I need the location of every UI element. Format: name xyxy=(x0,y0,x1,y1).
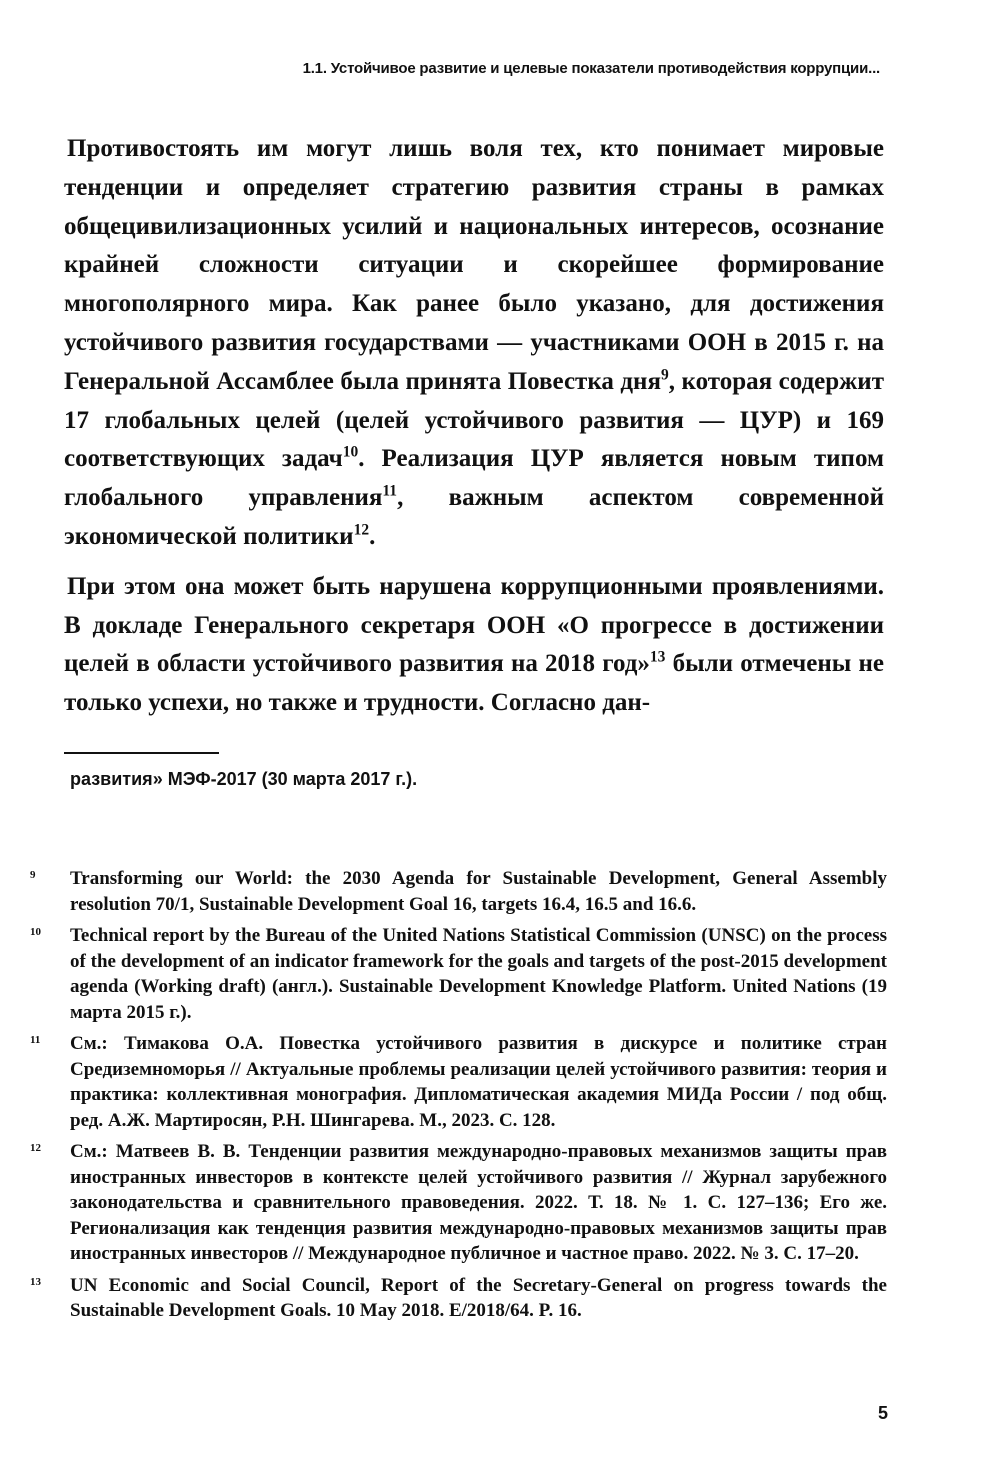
paragraph-2 xyxy=(64,568,884,723)
page-number: 5 xyxy=(878,1403,889,1423)
footnote-ref-10: 10 xyxy=(342,444,359,462)
paragraph-2-part-1: При этом она может быть нарушена коррупционными проявлениями. В докладе Генерального секретаря ООН «О прогрессе в достижении целей в области устойчивого развития на 2018 год» xyxy=(64,572,884,678)
footnote-9 xyxy=(30,866,887,917)
footnote-text: Technical report by the Bureau of the United Nations Statistical Commission (UNSC) on the process of the development of an indicator framework for the goals and targets of the post-2015 development agenda (Working draft) (англ.). Sustainable Development Knowledge Platform. United Nations (19 марта 2015 г.). xyxy=(70,925,887,1023)
footnote-text: Transforming our World: the 2030 Agenda for Sustainable Development, General Assembly resolution 70/1, Sustainable Development Goal 16, targets 16.4, 16.5 and 16.6. xyxy=(70,868,887,915)
footnote-11 xyxy=(30,1031,887,1133)
paragraph-1 xyxy=(64,130,884,557)
footnote-number: 13 xyxy=(30,1275,41,1288)
paragraph-1-part-4: , важным аспектом современной экономической политики xyxy=(64,484,884,550)
footnote-text: См.: Матвеев В. В. Тенденции развития международно-правовых механизмов защиты прав иностранных инвесторов в контексте целей устойчивого развития // Журнал зарубежного законодательства и сравнительного правоведения. 2022. Т. 18. № 1. С. 127–136; Его же. Регионализация как тенденция развития международно-правовых механизмов защиты прав иностранных инвесторов // Международное публичное и частное право. 2022. № 3. С. 17–20. xyxy=(70,1141,887,1264)
footnote-13 xyxy=(30,1273,887,1324)
footnote-separator xyxy=(64,752,219,754)
footnote-carryover: развития» МЭФ-2017 (30 марта 2017 г.). xyxy=(70,769,418,789)
main-text xyxy=(64,130,884,734)
footnote-number: 12 xyxy=(30,1142,41,1154)
footnote-text: См.: Тимакова О.А. Повестка устойчивого развития в дискурсе и политике стран Средиземноморья // Актуальные проблемы реализации целей устойчивого развития: теория и практика: коллективная монография. Дипломатическая академия МИДа России / под общ. ред. А.Ж. Мартиросян, Р.Н. Шингарева. М., 2023. С. 128. xyxy=(70,1033,887,1131)
running-header: 1.1. Устойчивое развитие и целевые показатели противодействия коррупции... xyxy=(302,60,880,77)
footnote-ref-13: 13 xyxy=(649,649,666,667)
footnote-ref-12: 12 xyxy=(353,521,370,539)
paragraph-1-end: . xyxy=(369,522,376,550)
footnote-number: 10 xyxy=(30,926,41,938)
footnote-12 xyxy=(30,1139,887,1267)
paragraph-1-part-3: . Реализация ЦУР является новым типом глобального управления xyxy=(64,445,884,512)
footnote-ref-9: 9 xyxy=(660,366,669,384)
paragraph-2-part-2: были отмечены не только успехи, но также и трудности. Согласно дан- xyxy=(64,650,884,717)
footnotes xyxy=(30,866,887,1330)
footnote-number: 11 xyxy=(30,1034,41,1046)
footnote-10 xyxy=(30,923,887,1025)
paragraph-1-part-2: , которая содержит 17 глобальных целей (целей устойчивого развития — ЦУР) и 169 соответствующих задач xyxy=(64,367,884,473)
footnote-ref-11: 11 xyxy=(382,482,398,500)
paragraph-1-part-1: Противостоять им могут лишь воля тех, кто понимает мировые тенденции и определяет стратегию развития страны в рамках общецивилизационных усилий и национальных интересов, осознание крайней сложности ситуации и скорейшее формирование многополярного мира. Как ранее было указано, для достижения устойчивого развития государствами — участниками ООН в 2015 г. на Генеральной Ассамблее была принята Повестка дня xyxy=(64,135,884,395)
footnote-number: 9 xyxy=(30,869,36,881)
footnote-text: UN Economic and Social Council, Report of the Secretary-General on progress towards the Sustainable Development Goals. 10 May 2018. E/2018/64. P. 16. xyxy=(70,1274,887,1321)
